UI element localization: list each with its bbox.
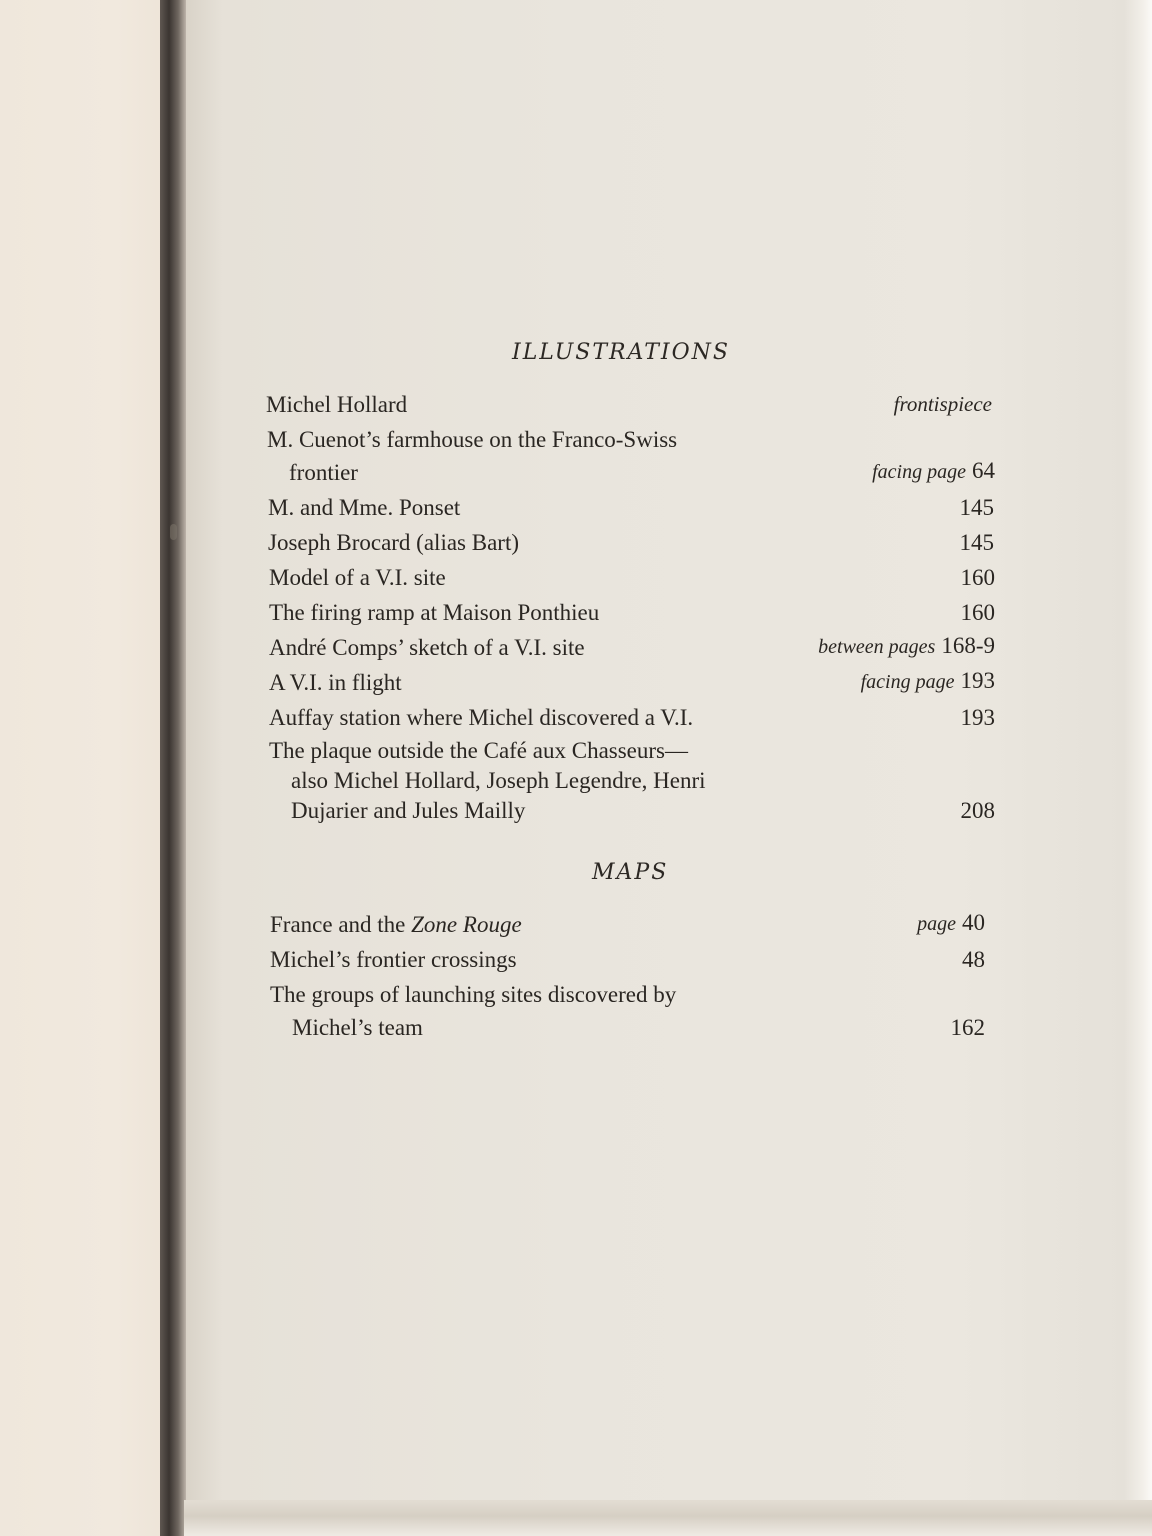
- page-ref-label: facing page: [860, 671, 955, 693]
- list-item: [270, 908, 985, 941]
- list-item: [270, 943, 985, 976]
- entry-title: M. and Mme. Ponset: [268, 495, 461, 520]
- page-number: 193: [960, 705, 995, 730]
- page-number: 40: [962, 910, 985, 935]
- page-number: 48: [962, 947, 985, 972]
- list-item: [267, 423, 995, 489]
- list-item: [269, 666, 995, 699]
- entry-title: The plaque outside the Café aux Chasseurs— also Michel Hollard, Joseph Legendre, Henri Dujarier and Jules Mailly: [269, 738, 706, 823]
- entry-title: A V.I. in flight: [269, 670, 402, 695]
- entry-page-ref: [894, 387, 992, 421]
- entry-page-ref: [955, 561, 996, 594]
- page-number: 168-9: [941, 633, 995, 658]
- entry-page-ref: [955, 796, 996, 826]
- page-number: 160: [960, 600, 995, 625]
- entry-title: Michel Hollard: [266, 392, 408, 417]
- page-ref-label: frontispiece: [893, 392, 992, 416]
- page-number: 160: [960, 565, 995, 590]
- list-item: [270, 978, 985, 1044]
- maps-heading: MAPS: [592, 860, 669, 885]
- list-item: [269, 561, 995, 594]
- maps-list: [270, 908, 985, 1044]
- list-item: [266, 388, 992, 421]
- entry-title: Model of a V.I. site: [269, 565, 446, 590]
- entry-title: André Comps’ sketch of a V.I. site: [269, 635, 585, 660]
- page-number: 208: [960, 798, 995, 823]
- illustrations-heading: ILLUSTRATIONS: [512, 340, 730, 365]
- page-number: 193: [960, 668, 995, 693]
- entry-title-italic: Zone Rouge: [411, 912, 522, 937]
- page-ref-label: page: [917, 913, 956, 935]
- entry-title: Joseph Brocard (alias Bart): [268, 530, 520, 555]
- entry-page-ref: [917, 906, 985, 941]
- page-edge-bottom: [184, 1500, 1152, 1536]
- left-facing-page: [0, 0, 166, 1536]
- entry-title-text: Michel’s frontier crossings: [270, 947, 517, 972]
- entry-page-ref: [872, 454, 995, 489]
- page-number: 145: [959, 530, 994, 555]
- list-item: [269, 631, 995, 664]
- entry-title: [270, 943, 815, 976]
- page-ref-label: facing page: [872, 461, 966, 483]
- list-item: [268, 526, 994, 559]
- page-number: 145: [959, 495, 994, 520]
- list-item: [269, 596, 995, 629]
- illustrations-list: [266, 388, 995, 826]
- entry-title: M. Cuenot’s farmhouse on the Franco-Swiss frontier: [267, 427, 678, 485]
- entry-page-ref: [954, 491, 995, 524]
- entry-page-ref: [955, 596, 996, 629]
- entry-page-ref: [954, 526, 995, 559]
- list-item: [269, 736, 995, 826]
- list-item: [268, 491, 994, 524]
- paper-spot: [170, 524, 177, 540]
- entry-page-ref: [861, 664, 995, 699]
- entry-title-text: France and the: [270, 912, 412, 937]
- entry-page-ref: [956, 943, 985, 976]
- entry-title-text: The groups of launching sites discovered by Michel’s team: [270, 982, 677, 1040]
- page-edge-right: [1124, 0, 1152, 1536]
- entry-page-ref: [945, 1011, 986, 1044]
- page-number: 162: [950, 1015, 985, 1040]
- entry-title: [270, 978, 815, 1044]
- entry-title: Auffay station where Michel discovered a V.I.: [269, 705, 694, 730]
- entry-page-ref: [955, 701, 996, 734]
- list-item: [269, 701, 995, 734]
- entry-page-ref: [818, 629, 995, 664]
- page-ref-label: between pages: [818, 636, 936, 658]
- page-number: 64: [972, 458, 995, 483]
- book-gutter: [160, 0, 186, 1536]
- entry-title: The firing ramp at Maison Ponthieu: [269, 600, 600, 625]
- entry-title: [270, 908, 815, 941]
